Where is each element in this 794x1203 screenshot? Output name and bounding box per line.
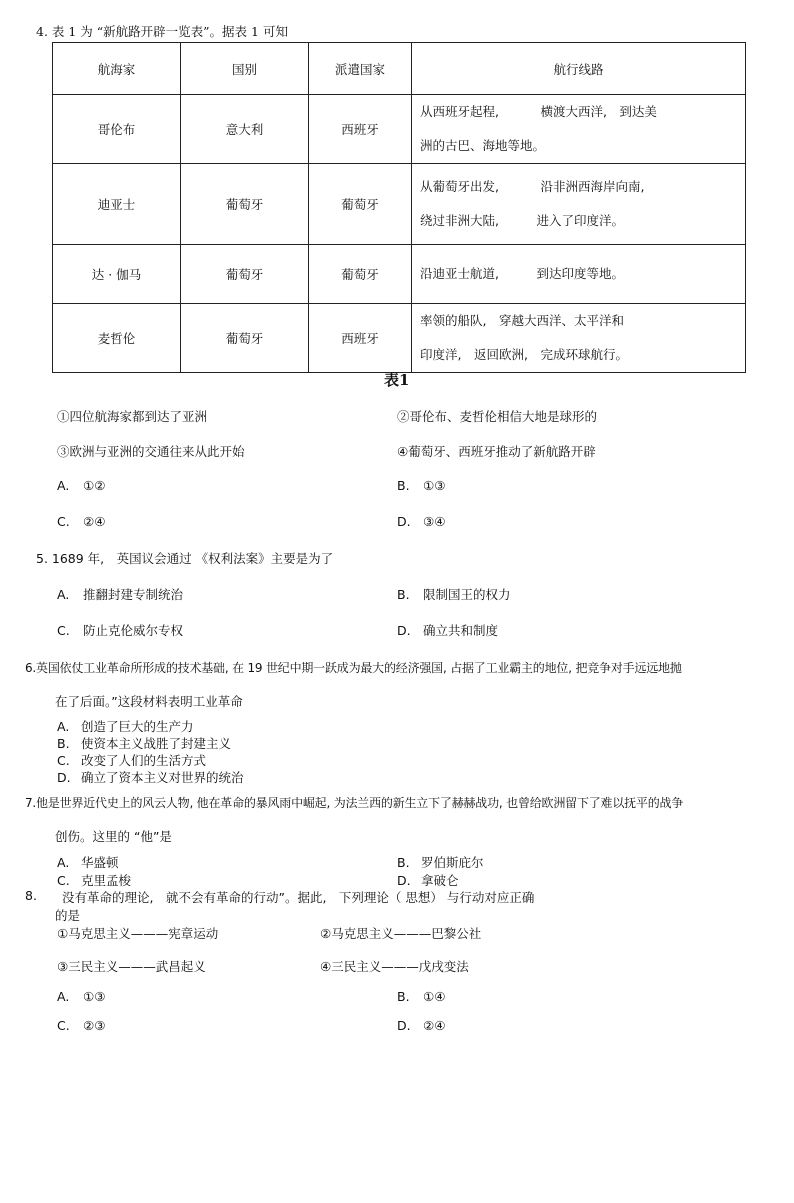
option-text: 华盛顿 bbox=[81, 855, 119, 870]
option-label: D. bbox=[397, 873, 411, 888]
cell-sponsor: 西班牙 bbox=[309, 95, 412, 164]
option-label: B. bbox=[397, 587, 410, 602]
option-text: ③④ bbox=[423, 514, 446, 529]
option-text: ①② bbox=[83, 478, 106, 493]
option-text: ①③ bbox=[83, 989, 106, 1004]
question-4-stem: 4. 表 1 为 “新航路开辟一览表”。据表 1 可知 bbox=[36, 24, 288, 39]
question-7-stem-line-2: 创伤。这里的 “他”是 bbox=[55, 829, 172, 844]
q4-statement-3: ③欧洲与亚洲的交通往来从此开始 bbox=[57, 444, 245, 459]
table-header-row bbox=[53, 43, 746, 95]
header-route: 航行线路 bbox=[412, 43, 746, 95]
question-6-stem-line-1: 6.英国依仗工业革命所形成的技术基础, 在 19 世纪中期一跃成为最大的经济强国, 占据了工业霸主的地位, 把竞争对手远远地抛 bbox=[25, 661, 682, 675]
option-label: A. bbox=[57, 478, 70, 493]
table-row bbox=[53, 164, 746, 245]
cell-country: 葡萄牙 bbox=[181, 245, 309, 304]
q6-option-c[interactable] bbox=[57, 751, 206, 769]
q7-option-a[interactable] bbox=[57, 853, 119, 871]
q8-statement-1: ①马克思主义———宪章运动 bbox=[57, 926, 219, 941]
cell-navigator: 哥伦布 bbox=[53, 95, 181, 164]
option-text: 罗伯斯庇尔 bbox=[421, 855, 484, 870]
cell-country: 葡萄牙 bbox=[181, 164, 309, 245]
cell-country: 葡萄牙 bbox=[181, 304, 309, 373]
header-country: 国别 bbox=[181, 43, 309, 95]
route-line-2: 印度洋, 返回欧洲, 完成环球航行。 bbox=[420, 347, 628, 362]
route-line-2: 绕过非洲大陆, 进入了印度洋。 bbox=[420, 213, 624, 228]
q4-option-d[interactable] bbox=[397, 514, 445, 529]
option-label: A. bbox=[57, 587, 70, 602]
option-label: B. bbox=[397, 478, 410, 493]
cell-sponsor: 葡萄牙 bbox=[309, 245, 412, 304]
option-text: 推翻封建专制统治 bbox=[83, 587, 184, 602]
cell-route bbox=[412, 95, 746, 164]
table-row bbox=[53, 245, 746, 304]
option-text: 使资本主义战胜了封建主义 bbox=[81, 736, 232, 751]
table-row bbox=[53, 95, 746, 164]
q5-option-d[interactable] bbox=[397, 621, 498, 639]
option-text: 改变了人们的生活方式 bbox=[81, 753, 207, 768]
q8-option-b[interactable] bbox=[397, 989, 445, 1004]
q4-statement-1: ①四位航海家都到达了亚洲 bbox=[57, 409, 208, 424]
route-line-1: 从西班牙起程, 横渡大西洋, 到达美 bbox=[420, 104, 657, 119]
option-text: 确立共和制度 bbox=[423, 623, 499, 638]
option-text: 防止克伦威尔专权 bbox=[83, 623, 184, 638]
table-row bbox=[53, 304, 746, 373]
cell-navigator: 麦哲伦 bbox=[53, 304, 181, 373]
route-line-1: 率领的船队, 穿越大西洋、太平洋和 bbox=[420, 313, 624, 328]
option-text: 限制国王的权力 bbox=[423, 587, 511, 602]
option-text: ①④ bbox=[423, 989, 446, 1004]
option-label: D. bbox=[397, 514, 411, 529]
option-text: ②③ bbox=[83, 1018, 106, 1033]
option-label: D. bbox=[57, 770, 71, 785]
q7-option-c[interactable] bbox=[57, 871, 131, 889]
q6-option-b[interactable] bbox=[57, 734, 231, 752]
route-line-1: 从葡萄牙出发, 沿非洲西海岸向南, bbox=[420, 179, 645, 194]
option-text: 确立了资本主义对世界的统治 bbox=[81, 770, 244, 785]
question-5-stem: 5. 1689 年, 英国议会通过 《权利法案》主要是为了 bbox=[36, 551, 334, 566]
q8-statement-2: ②马克思主义———巴黎公社 bbox=[320, 926, 482, 941]
option-text: ①③ bbox=[423, 478, 446, 493]
question-8-stem-line-2: 的是 bbox=[55, 908, 81, 923]
cell-navigator: 达 · 伽马 bbox=[53, 245, 181, 304]
q4-option-a[interactable] bbox=[57, 478, 105, 493]
q8-statement-3: ③三民主义———武昌起义 bbox=[57, 959, 206, 974]
q5-option-b[interactable] bbox=[397, 585, 511, 603]
option-label: A. bbox=[57, 855, 70, 870]
q5-option-a[interactable] bbox=[57, 585, 183, 603]
option-text: 创造了巨大的生产力 bbox=[81, 719, 194, 734]
q5-option-c[interactable] bbox=[57, 621, 183, 639]
q4-option-c[interactable] bbox=[57, 514, 105, 529]
option-label: B. bbox=[57, 736, 70, 751]
q4-statement-2: ②哥伦布、麦哲伦相信大地是球形的 bbox=[397, 409, 598, 424]
option-label: A. bbox=[57, 989, 70, 1004]
question-8-number: 8. bbox=[25, 888, 37, 903]
option-label: B. bbox=[397, 855, 410, 870]
question-8-stem-line-1: 没有革命的理论, 就不会有革命的行动”。据此, 下列理论（ 思想） 与行动对应正确 bbox=[62, 890, 535, 905]
option-label: A. bbox=[57, 719, 70, 734]
q8-statement-4: ④三民主义———戊戌变法 bbox=[320, 959, 469, 974]
cell-route bbox=[412, 304, 746, 373]
cell-sponsor: 葡萄牙 bbox=[309, 164, 412, 245]
question-7-stem-line-1: 7.他是世界近代史上的风云人物, 他在革命的暴风雨中崛起, 为法兰西的新生立下了赫赫战功, 也曾给欧洲留下了难以抚平的战争 bbox=[25, 796, 684, 810]
voyages-table bbox=[52, 42, 746, 373]
route-line-1: 沿迪亚士航道, 到达印度等地。 bbox=[420, 266, 624, 281]
option-text: ②④ bbox=[423, 1018, 446, 1033]
q6-option-d[interactable] bbox=[57, 768, 244, 786]
q8-option-a[interactable] bbox=[57, 989, 105, 1004]
option-label: D. bbox=[397, 1018, 411, 1033]
option-text: 克里孟梭 bbox=[81, 873, 132, 888]
route-line-2: 洲的古巴、海地等地。 bbox=[420, 138, 546, 153]
cell-sponsor: 西班牙 bbox=[309, 304, 412, 373]
option-label: D. bbox=[397, 623, 411, 638]
option-label: C. bbox=[57, 873, 70, 888]
q7-option-d[interactable] bbox=[397, 871, 459, 889]
cell-navigator: 迪亚士 bbox=[53, 164, 181, 245]
cell-route bbox=[412, 245, 746, 304]
option-text: 拿破仑 bbox=[421, 873, 459, 888]
option-label: C. bbox=[57, 514, 70, 529]
q6-option-a[interactable] bbox=[57, 717, 194, 735]
q8-option-d[interactable] bbox=[397, 1018, 445, 1033]
table-caption: 表1 bbox=[384, 371, 410, 389]
option-text: ②④ bbox=[83, 514, 106, 529]
option-label: B. bbox=[397, 989, 410, 1004]
option-label: C. bbox=[57, 753, 70, 768]
cell-country: 意大利 bbox=[181, 95, 309, 164]
option-label: C. bbox=[57, 623, 70, 638]
q4-option-b[interactable] bbox=[397, 478, 445, 493]
header-navigator: 航海家 bbox=[53, 43, 181, 95]
header-sponsor: 派遣国家 bbox=[309, 43, 412, 95]
q8-option-c[interactable] bbox=[57, 1018, 105, 1033]
option-label: C. bbox=[57, 1018, 70, 1033]
q4-statement-4: ④葡萄牙、西班牙推动了新航路开辟 bbox=[397, 444, 596, 459]
q7-option-b[interactable] bbox=[397, 853, 484, 871]
question-6-stem-line-2: 在了后面。”这段材料表明工业革命 bbox=[55, 694, 243, 709]
cell-route bbox=[412, 164, 746, 245]
